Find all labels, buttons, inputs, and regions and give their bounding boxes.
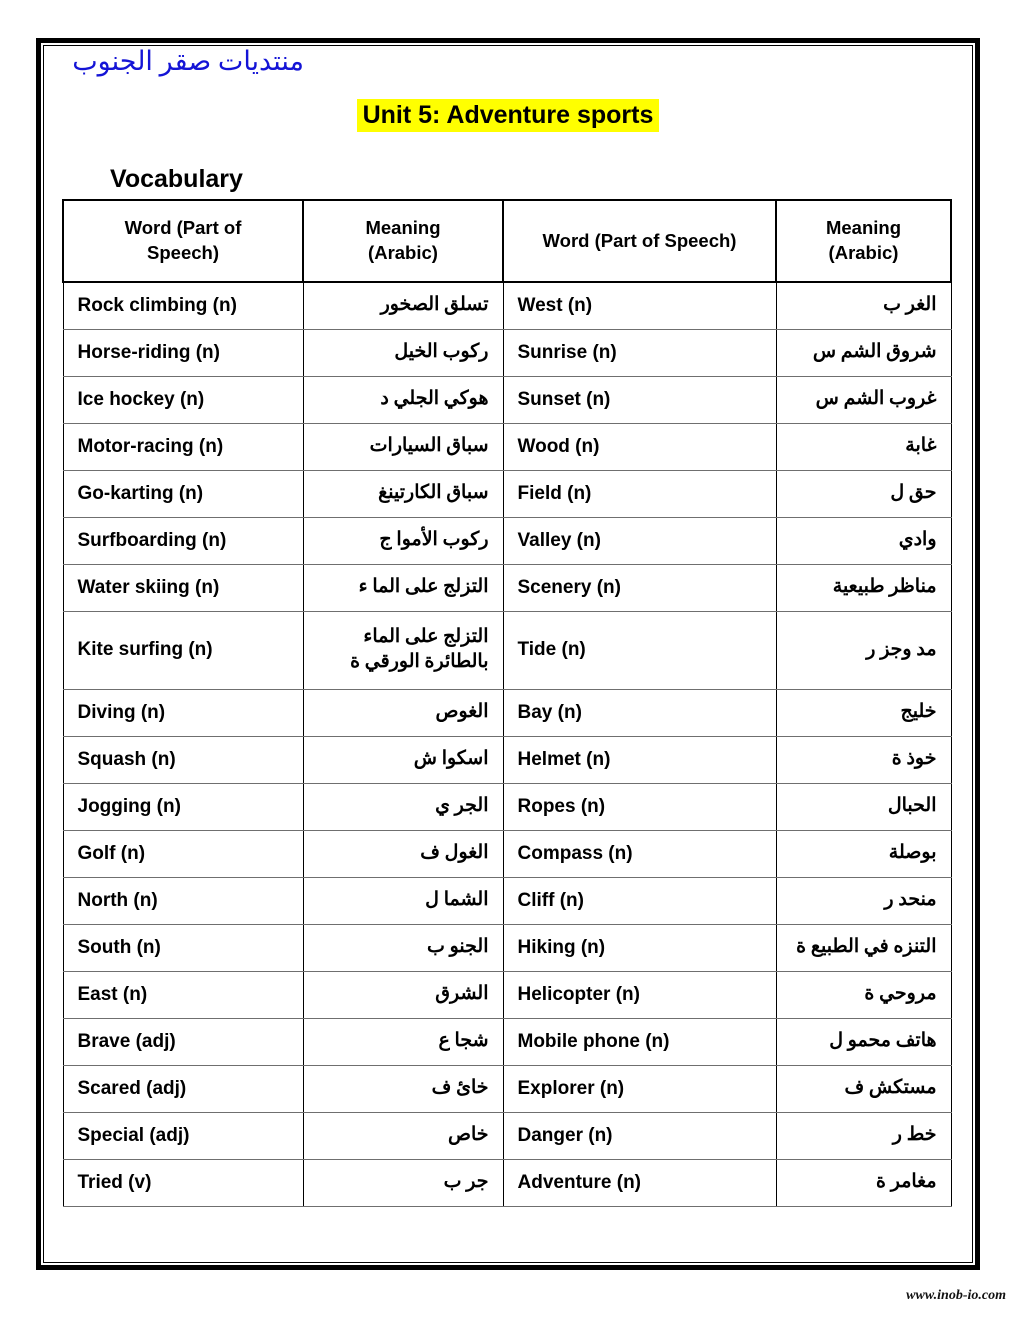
cell-word-right: Danger (n) [503,1112,776,1159]
cell-word-left: Rock climbing (n) [63,282,303,329]
column-header-meaning-left [303,200,503,282]
cell-word-right: Hiking (n) [503,924,776,971]
cell-word-left: North (n) [63,877,303,924]
cell-meaning-left: التزلج على الما ء [303,564,503,611]
cell-meaning-right: الغر ب [776,282,951,329]
cell-word-left: South (n) [63,924,303,971]
cell-word-left: Jogging (n) [63,783,303,830]
cell-word-right: Helicopter (n) [503,971,776,1018]
cell-meaning-left: سباق السيارات [303,423,503,470]
cell-meaning-right: خليج [776,689,951,736]
cell-meaning-left: سباق الكارتينغ [303,470,503,517]
cell-meaning-right: مروحي ة [776,971,951,1018]
cell-meaning-right: خوذ ة [776,736,951,783]
column-header-meaning-left-line1: Meaning [365,217,441,239]
column-header-word-left-line1: Word (Part of [124,217,242,239]
cell-meaning-right: مغامر ة [776,1159,951,1206]
cell-word-left: Scared (adj) [63,1065,303,1112]
cell-meaning-right: مناظر طبيعية [776,564,951,611]
cell-word-left: Surfboarding (n) [63,517,303,564]
cell-word-left: Special (adj) [63,1112,303,1159]
cell-meaning-right: مد وجز ر [776,611,951,689]
vocabulary-table-body [63,282,951,1206]
table-row [63,376,951,423]
cell-meaning-right: هاتف محمو ل [776,1018,951,1065]
table-row [63,1159,951,1206]
cell-meaning-right: شروق الشم س [776,329,951,376]
column-header-meaning-right-line2: (Arabic) [828,242,899,263]
cell-meaning-left: هوكي الجلي د [303,376,503,423]
cell-meaning-left: جر ب [303,1159,503,1206]
cell-word-right: Ropes (n) [503,783,776,830]
cell-word-left: Brave (adj) [63,1018,303,1065]
cell-word-left: East (n) [63,971,303,1018]
cell-meaning-right: حق ل [776,470,951,517]
column-header-meaning-left-line2: (Arabic) [368,242,438,263]
cell-word-left: Water skiing (n) [63,564,303,611]
cell-word-right: Compass (n) [503,830,776,877]
cell-word-right: Helmet (n) [503,736,776,783]
cell-word-left: Golf (n) [63,830,303,877]
cell-meaning-right: غابة [776,423,951,470]
cell-word-right: Adventure (n) [503,1159,776,1206]
column-header-meaning-right-line1: Meaning [825,217,902,239]
cell-word-left: Tried (v) [63,1159,303,1206]
cell-meaning-left: ركوب الأموا ج [303,517,503,564]
table-header-row [63,200,951,282]
cell-word-right: Bay (n) [503,689,776,736]
table-row [63,689,951,736]
page-title-highlight: Unit 5: Adventure sports [357,99,660,132]
cell-word-right: Scenery (n) [503,564,776,611]
document-content [36,38,980,1270]
cell-meaning-left: الشرق [303,971,503,1018]
cell-word-left: Diving (n) [63,689,303,736]
column-header-meaning-right [776,200,951,282]
cell-word-right: Valley (n) [503,517,776,564]
cell-word-right: Mobile phone (n) [503,1018,776,1065]
table-row [63,470,951,517]
cell-meaning-right: التنزه في الطبيع ة [776,924,951,971]
cell-meaning-left: اسكوا ش [303,736,503,783]
cell-word-left: Ice hockey (n) [63,376,303,423]
cell-word-right: Sunrise (n) [503,329,776,376]
cell-word-left: Squash (n) [63,736,303,783]
page-title [36,101,980,130]
cell-meaning-right: غروب الشم س [776,376,951,423]
table-row [63,611,951,689]
vocabulary-table [62,199,952,1207]
table-row [63,1065,951,1112]
table-row [63,830,951,877]
table-row [63,282,951,329]
table-row [63,877,951,924]
cell-word-right: Cliff (n) [503,877,776,924]
cell-word-left: Kite surfing (n) [63,611,303,689]
cell-meaning-left: التزلج على الماء بالطائرة الورقي ة [303,611,503,689]
table-row [63,1112,951,1159]
cell-meaning-left: الشما ل [303,877,503,924]
cell-word-right: Field (n) [503,470,776,517]
column-header-word-right: Word (Part of Speech) [503,200,776,282]
cell-meaning-left: الغوص [303,689,503,736]
forum-watermark-banner: منتديات صقر الجنوب [72,46,304,76]
cell-meaning-right: مستكش ف [776,1065,951,1112]
cell-meaning-left: ركوب الخيل [303,329,503,376]
cell-meaning-left: تسلق الصخور [303,282,503,329]
table-row [63,736,951,783]
cell-word-right: West (n) [503,282,776,329]
table-row [63,971,951,1018]
cell-meaning-right: بوصلة [776,830,951,877]
cell-meaning-right: وادي [776,517,951,564]
table-row [63,517,951,564]
cell-meaning-left: الجنو ب [303,924,503,971]
column-header-word-left-line2: Speech) [147,242,219,263]
cell-meaning-left: الغول ف [303,830,503,877]
table-row [63,423,951,470]
table-row [63,329,951,376]
cell-meaning-right: الحبال [776,783,951,830]
cell-word-right: Sunset (n) [503,376,776,423]
table-row [63,1018,951,1065]
table-row [63,924,951,971]
cell-word-left: Motor-racing (n) [63,423,303,470]
cell-meaning-left: خائ ف [303,1065,503,1112]
cell-meaning-right: منحد ر [776,877,951,924]
cell-word-right: Tide (n) [503,611,776,689]
section-heading-vocabulary: Vocabulary [110,165,243,193]
cell-word-left: Horse-riding (n) [63,329,303,376]
column-header-word-left [63,200,303,282]
cell-meaning-left: خاص [303,1112,503,1159]
cell-word-right: Explorer (n) [503,1065,776,1112]
site-watermark: www.inob-io.com [906,1288,1006,1303]
cell-meaning-left: شجا ع [303,1018,503,1065]
cell-word-right: Wood (n) [503,423,776,470]
table-row [63,783,951,830]
cell-word-left: Go-karting (n) [63,470,303,517]
cell-meaning-right: خط ر [776,1112,951,1159]
table-row [63,564,951,611]
cell-meaning-left: الجر ي [303,783,503,830]
